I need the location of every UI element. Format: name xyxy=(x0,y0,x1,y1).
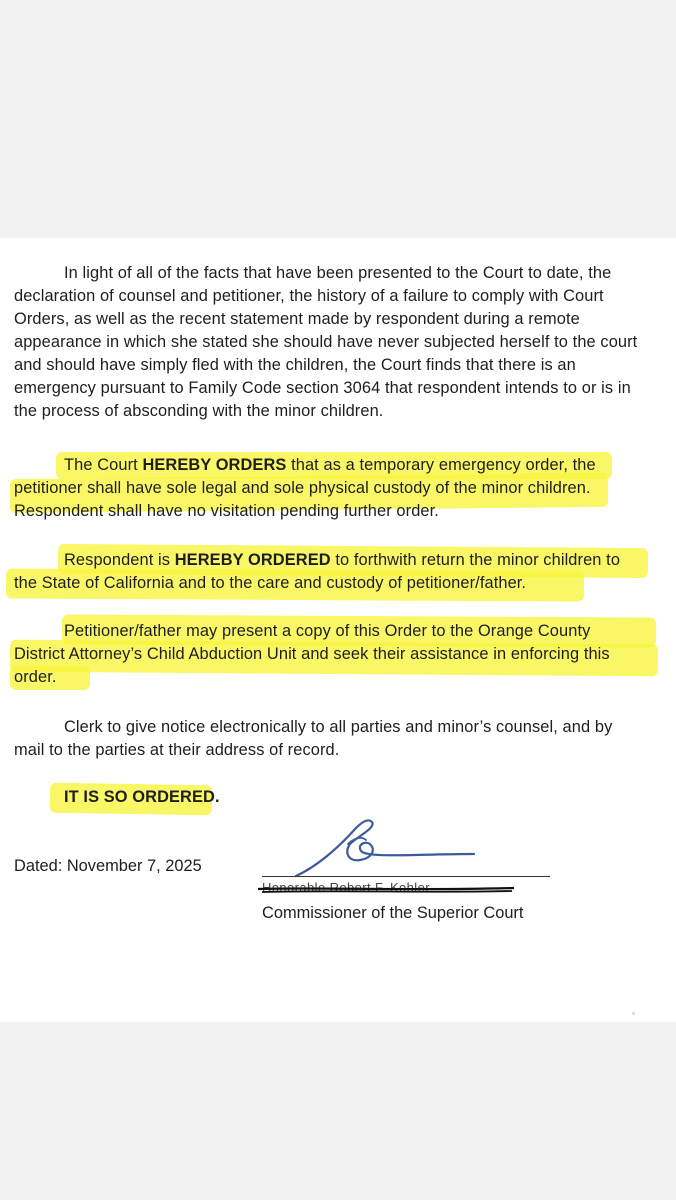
strike-through xyxy=(256,884,518,894)
notice-paragraph: Clerk to give notice electronically to all parties and minor’s counsel, and by mail to the parties at their address of record. xyxy=(14,718,613,759)
date-line: Dated: November 7, 2025 xyxy=(14,857,202,875)
signature xyxy=(288,814,488,884)
signature-line xyxy=(262,876,550,877)
enforcement-paragraph: Petitioner/father may present a copy of this Order to the Orange County District Attorney’s Child Abduction Unit and seek their assistance in enforcing this order. xyxy=(14,622,610,686)
bottom-margin xyxy=(0,1022,676,1200)
judge-title: Commissioner of the Superior Court xyxy=(262,904,524,922)
findings-paragraph: In light of all of the facts that have been presented to the Court to date, the declaration of counsel and petitioner, the history of a failure to comply with Court Orders, as well as the recent statement made by respondent during a remote appearance in which she stated she should have never subjected herself to the court and should have simply fled with the children, the Court finds that there is an emergency pursuant to Family Code section 3064 that respondent intends to or is in the process of absconding with the minor children. xyxy=(14,264,638,420)
judge-name: Honorable Robert F. Kohler xyxy=(262,880,430,895)
return-order-paragraph: Respondent is HEREBY ORDERED to forthwith return the minor children to the State of California and to the care and custody of petitioner/father. xyxy=(14,551,621,592)
so-ordered: IT IS SO ORDERED. xyxy=(64,788,220,806)
speck xyxy=(632,1012,635,1015)
top-margin xyxy=(0,0,676,238)
custody-order-paragraph: The Court HEREBY ORDERS that as a temporary emergency order, the petitioner shall have sole legal and sole physical custody of the minor children. Respondent shall have no visitation pending further order. xyxy=(14,456,596,520)
